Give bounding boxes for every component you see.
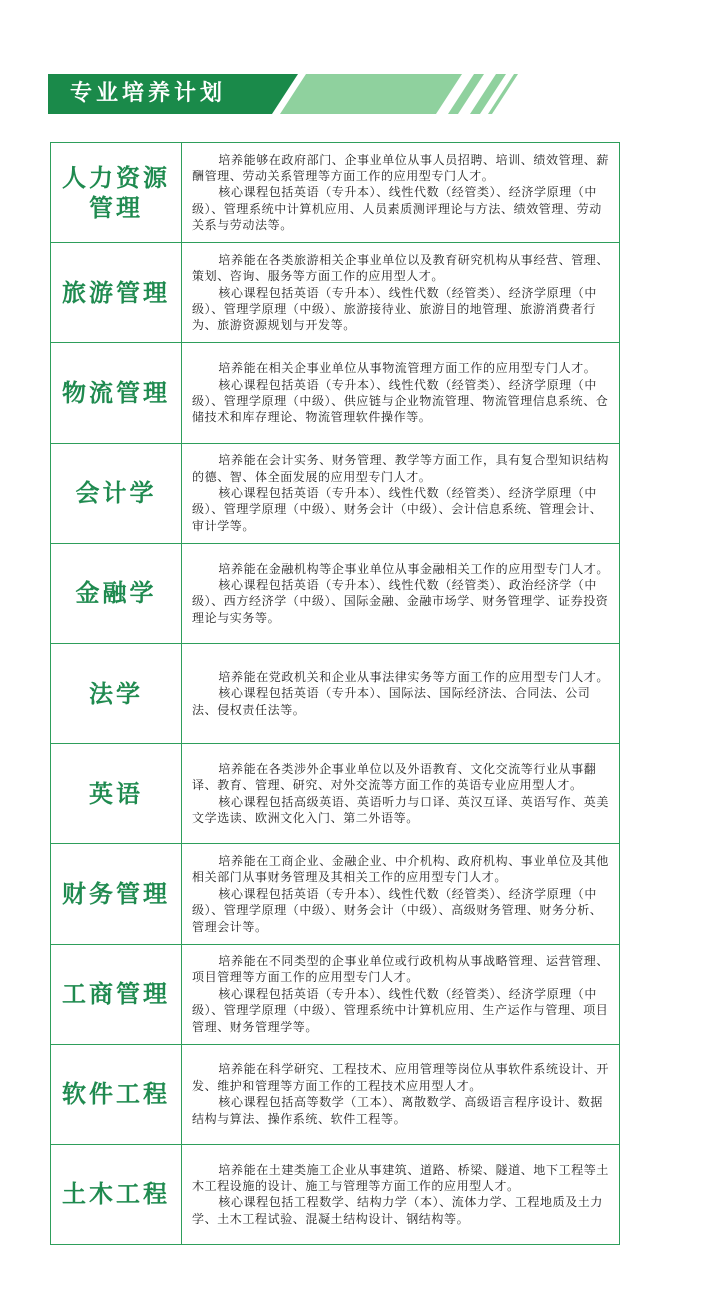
- training-goal: 培养能在各类涉外企事业单位以及外语教育、文化交流等行业从事翻译、教育、管理、研究、对外交流等方面工作的英语专业应用型人才。: [192, 761, 597, 793]
- training-goal: 培养能在会计实务、财务管理、教学等方面工作，具有复合型知识结构的德、智、体全面发展的应用型专门人才。: [192, 453, 609, 484]
- table-row: [50, 143, 620, 243]
- major-description: [182, 744, 620, 843]
- major-name: 工商管理: [50, 945, 182, 1044]
- training-goal: 培养能在党政机关和企业从事法律实务等方面工作的应用型专门人才。: [218, 669, 609, 684]
- section-title: 专业培养计划: [70, 81, 227, 106]
- table-row: [50, 243, 620, 343]
- major-name: 财务管理: [50, 844, 182, 943]
- table-row: [50, 644, 620, 744]
- training-goal: 培养能在科学研究、工程技术、应用管理等岗位从事软件系统设计、开发、维护和管理等方面工作的工程技术应用型人才。: [192, 1062, 609, 1093]
- core-courses: 核心课程包括英语（专升本）、线性代数（经管类）、经济学原理（中级）、管理系统中计算机应用、人员素质测评理论与方法、绩效管理、劳动关系与劳动法等。: [192, 185, 602, 233]
- training-goal: 培养能在土建类施工企业从事建筑、道路、桥梁、隧道、地下工程等土木工程设施的设计、施工与管理等方面工作的应用型人才。: [192, 1162, 609, 1194]
- table-row: [50, 1045, 620, 1145]
- core-courses: 核心课程包括英语（专升本）、线性代数（经管类）、经济学原理（中级）、管理学原理（中级）、财务会计（中级）、会计信息系统、管理会计、审计学等。: [192, 485, 603, 533]
- core-courses: 核心课程包括高级英语、英语听力与口译、英汉互译、英语写作、英美文学选读、欧洲文化入门、第二外语等。: [192, 794, 609, 826]
- major-name: 法学: [50, 644, 182, 743]
- major-name: 软件工程: [50, 1045, 182, 1144]
- major-name: 金融学: [50, 544, 182, 643]
- major-description: [182, 945, 620, 1044]
- core-courses: 核心课程包括工程数学、结构力学（本）、流体力学、工程地质及土力学、土木工程试验、混凝土结构设计、钢结构等。: [192, 1195, 603, 1226]
- major-description: [182, 143, 620, 242]
- training-goal: 培养能在各类旅游相关企事业单位以及教育研究机构从事经营、管理、策划、咨询、服务等方面工作的应用型人才。: [192, 252, 609, 284]
- training-goal: 培养能够在政府部门、企事业单位从事人员招聘、培训、绩效管理、薪酬管理、劳动关系管理等方面工作的应用型专门人才。: [192, 152, 609, 183]
- major-description: [182, 844, 620, 943]
- core-courses: 核心课程包括英语（专升本）、线性代数（经管类）、经济学原理（中级）、管理学原理（中级）、财务会计（中级）、高级财务管理、财务分析、管理会计等。: [192, 886, 603, 934]
- major-description: [182, 544, 620, 643]
- major-name: 土木工程: [50, 1145, 182, 1244]
- major-name: 人力资源管理: [50, 143, 182, 242]
- training-goal: 培养能在相关企事业单位从事物流管理方面工作的应用型专门人才。: [218, 361, 597, 376]
- section-banner: [48, 74, 518, 114]
- training-goal: 培养能在工商企业、金融企业、中介机构、政府机构、事业单位及其他相关部门从事财务管理及其相关工作的应用型专门人才。: [192, 853, 609, 885]
- core-courses: 核心课程包括高等数学（工本）、离散数学、高级语言程序设计、数据结构与算法、操作系统、软件工程等。: [192, 1095, 603, 1126]
- major-name: 英语: [50, 744, 182, 843]
- table-row: [50, 544, 620, 644]
- major-description: [182, 444, 620, 543]
- major-description: [182, 644, 620, 743]
- major-description: [182, 243, 620, 342]
- major-name: 旅游管理: [50, 243, 182, 342]
- core-courses: 核心课程包括英语（专升本）、线性代数（经管类）、政治经济学（中级）、西方经济学（中级）、国际金融、金融市场学、财务管理学、证券投资理论与实务等。: [192, 577, 609, 625]
- table-row: [50, 945, 620, 1045]
- major-name: 会计学: [50, 444, 182, 543]
- table-row: [50, 343, 620, 443]
- training-goal: 培养能在不同类型的企事业单位或行政机构从事战略管理、运营管理、项目管理等方面工作的应用型专门人才。: [192, 954, 609, 985]
- major-name: 物流管理: [50, 343, 182, 442]
- major-description: [182, 1145, 620, 1244]
- table-row: [50, 844, 620, 944]
- core-courses: 核心课程包括英语（专升本）、国际法、国际经济法、合同法、公司法、侵权责任法等。: [192, 686, 591, 717]
- core-courses: 核心课程包括英语（专升本）、线性代数（经管类）、经济学原理（中级）、管理学原理（中级）、供应链与企业物流管理、物流管理信息系统、仓储技术和库存理论、物流管理软件操作等。: [192, 377, 609, 425]
- table-row: [50, 744, 620, 844]
- core-courses: 核心课程包括英语（专升本）、线性代数（经管类）、经济学原理（中级）、管理学原理（中级）、旅游接待业、旅游目的地管理、旅游消费者行为、旅游资源规划与开发等。: [192, 285, 597, 333]
- table-row: [50, 444, 620, 544]
- table-row: [50, 1145, 620, 1245]
- majors-table: [50, 142, 620, 1245]
- core-courses: 核心课程包括英语（专升本）、线性代数（经管类）、经济学原理（中级）、管理学原理（中级）、管理系统中计算机应用、生产运作与管理、项目管理、财务管理学等。: [192, 986, 609, 1034]
- major-description: [182, 1045, 620, 1144]
- major-description: [182, 343, 620, 442]
- training-goal: 培养能在金融机构等企事业单位从事金融相关工作的应用型专门人才。: [218, 561, 609, 576]
